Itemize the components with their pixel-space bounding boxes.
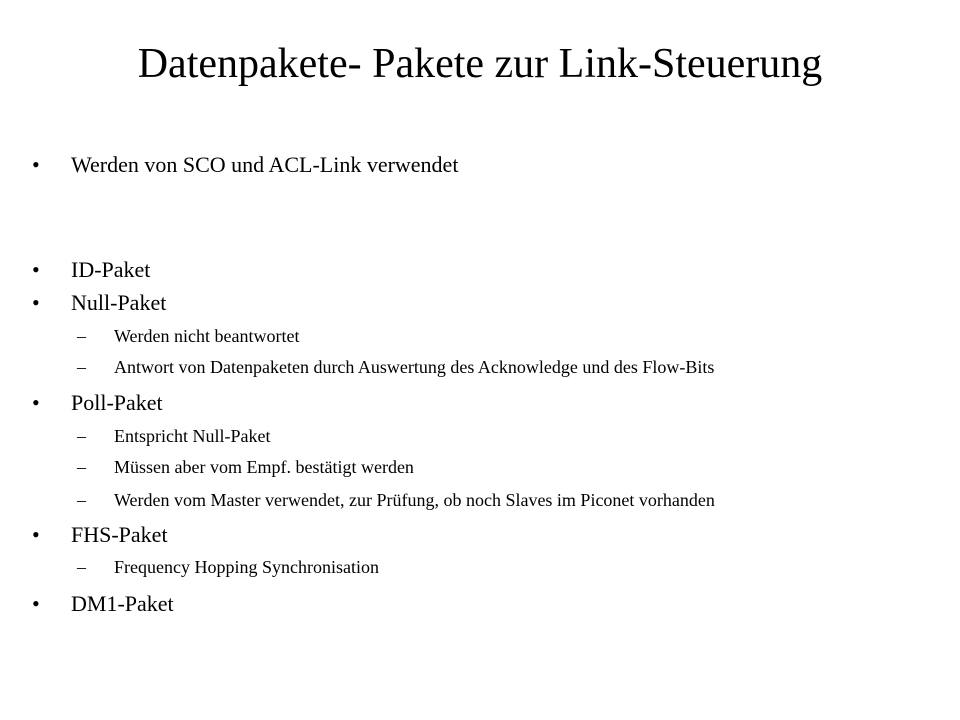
dash-marker: – <box>77 557 86 577</box>
dash-marker: – <box>77 457 86 477</box>
bullet-text: Werden von SCO und ACL-Link verwendet <box>71 152 459 177</box>
sub-item-text: Werden vom Master verwendet, zur Prüfung, ob noch Slaves im Piconet vorhanden <box>114 490 715 510</box>
bullet-marker: • <box>32 152 40 177</box>
slide-title: Datenpakete- Pakete zur Link-Steuerung <box>137 41 823 87</box>
bullet-text: DM1-Paket <box>71 591 174 616</box>
bullet-marker: • <box>32 591 40 616</box>
bullet-text: Poll-Paket <box>71 390 163 415</box>
bullet-text: ID-Paket <box>71 257 151 282</box>
sub-item-text: Müssen aber vom Empf. bestätigt werden <box>114 457 414 477</box>
dash-marker: – <box>77 326 86 346</box>
dash-marker: – <box>77 490 86 510</box>
sub-item-text: Entspricht Null-Paket <box>114 426 271 446</box>
bullet-marker: • <box>32 390 40 415</box>
dash-marker: – <box>77 357 86 377</box>
sub-item-text: Werden nicht beantwortet <box>114 326 300 346</box>
sub-item-text: Antwort von Datenpaketen durch Auswertung des Acknowledge und des Flow-Bits <box>114 357 715 377</box>
bullet-text: FHS-Paket <box>71 522 168 547</box>
dash-marker: – <box>77 426 86 446</box>
bullet-marker: • <box>32 522 40 547</box>
sub-item-text: Frequency Hopping Synchronisation <box>114 557 379 577</box>
bullet-marker: • <box>32 257 40 282</box>
bullet-text: Null-Paket <box>71 290 167 315</box>
bullet-marker: • <box>32 290 40 315</box>
